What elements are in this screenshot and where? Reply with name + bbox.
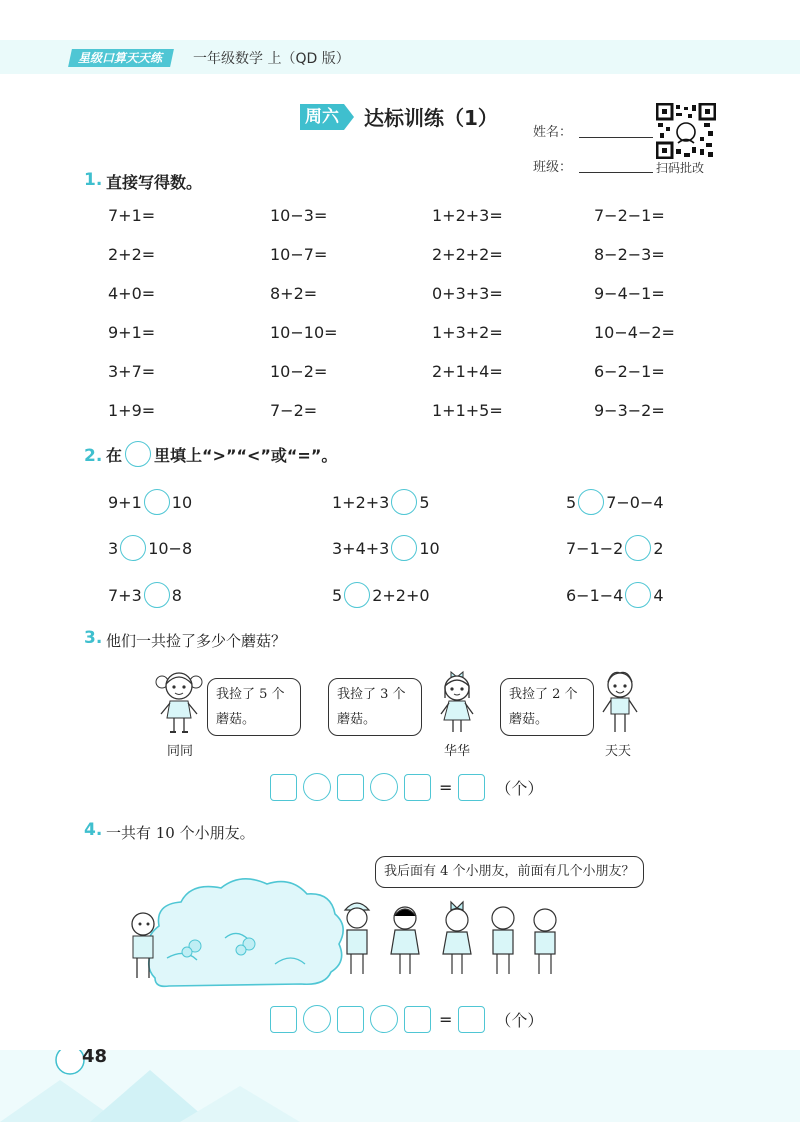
series-tag: 星级口算天天练 xyxy=(68,49,174,67)
section1-number: 1. xyxy=(84,170,103,190)
section3-instruction: 他们一共捡了多少个蘑菇？ xyxy=(106,632,287,650)
calc-item: 2+2+2= xyxy=(432,245,503,264)
page-number: 48 xyxy=(82,1046,108,1067)
operator-circle[interactable] xyxy=(303,1005,331,1033)
calc-item: 4+0= xyxy=(108,284,156,303)
unit-label: （个） xyxy=(495,778,544,798)
answer-circle[interactable] xyxy=(391,489,417,515)
boy-tiantian-figure xyxy=(598,668,642,738)
compare-right: 7−0−4 xyxy=(606,492,664,512)
compare-item xyxy=(566,535,664,561)
calc-item: 8−2−3= xyxy=(594,245,665,264)
qr-label: 扫码批改 xyxy=(656,161,705,175)
compare-left: 5 xyxy=(332,585,343,605)
answer-circle[interactable] xyxy=(391,535,417,561)
calc-item: 8+2= xyxy=(270,284,318,303)
calc-item: 2+1+4= xyxy=(432,362,503,381)
calc-item: 10−4−2= xyxy=(594,323,675,342)
name-tongtong: 同同 xyxy=(167,744,194,759)
calc-item: 10−3= xyxy=(270,206,328,225)
book-subtitle: 一年级数学 上（QD 版） xyxy=(193,51,350,67)
bubble-line: 我捡了 5 个 xyxy=(216,687,285,702)
compare-right: 10 xyxy=(171,492,193,512)
badge-arrow-icon xyxy=(344,104,354,130)
compare-right: 10 xyxy=(419,538,440,558)
equals-sign: = xyxy=(439,777,453,797)
section4-number: 4. xyxy=(84,820,103,840)
calc-item: 1+9= xyxy=(108,401,156,420)
compare-right: 8 xyxy=(171,585,182,605)
answer-box[interactable] xyxy=(458,1006,485,1033)
compare-item xyxy=(108,582,182,608)
compare-left: 7−1−2 xyxy=(566,538,624,558)
speech-bubble xyxy=(207,678,301,736)
equation-row-3 xyxy=(270,773,543,801)
answer-circle[interactable] xyxy=(578,489,604,515)
answer-circle-icon xyxy=(125,441,151,467)
compare-item xyxy=(108,535,192,561)
children-bush-scene xyxy=(125,868,575,994)
page-title: 达标训练（1） xyxy=(364,106,498,130)
day-badge: 周六 xyxy=(300,104,344,130)
compare-item xyxy=(332,489,430,515)
calc-item: 1+3+2= xyxy=(432,323,503,342)
bubble-line: 我捡了 3 个 xyxy=(337,687,406,702)
compare-left: 3+4+3 xyxy=(332,538,390,558)
calc-item: 1+2+3= xyxy=(432,206,503,225)
answer-circle[interactable] xyxy=(625,582,651,608)
section2-instruction-pre: 在 xyxy=(106,445,123,465)
compare-left: 7+3 xyxy=(108,585,142,605)
compare-left: 6−1−4 xyxy=(566,585,624,605)
section4-instruction: 一共有 10 个小朋友。 xyxy=(106,824,255,842)
compare-right: 10−8 xyxy=(148,538,193,558)
girl-tongtong-figure xyxy=(155,668,203,738)
answer-circle[interactable] xyxy=(120,535,146,561)
girl-huahua-figure xyxy=(433,668,481,738)
answer-circle[interactable] xyxy=(144,489,170,515)
calc-item: 3+7= xyxy=(108,362,156,381)
calc-item: 9−4−1= xyxy=(594,284,665,303)
class-label: 班级： xyxy=(533,160,573,175)
equals-sign: = xyxy=(439,1009,453,1029)
calc-item: 10−10= xyxy=(270,323,338,342)
compare-item xyxy=(108,489,192,515)
compare-right: 4 xyxy=(653,585,664,605)
calc-item: 9+1= xyxy=(108,323,156,342)
name-label: 姓名： xyxy=(533,125,573,140)
section2-instruction-post: 里填上“>”“<”或“=”。 xyxy=(154,445,338,465)
compare-item xyxy=(332,535,440,561)
compare-left: 9+1 xyxy=(108,492,142,512)
operator-circle[interactable] xyxy=(370,773,398,801)
name-tiantian: 天天 xyxy=(605,744,632,759)
calc-item: 1+1+5= xyxy=(432,401,503,420)
answer-box[interactable] xyxy=(458,774,485,801)
bubble-line: 蘑菇。 xyxy=(509,712,549,727)
bubble-line: 我捡了 2 个 xyxy=(509,687,578,702)
compare-item xyxy=(566,582,664,608)
section3-number: 3. xyxy=(84,628,103,648)
calc-item: 7+1= xyxy=(108,206,156,225)
answer-box[interactable] xyxy=(270,1006,297,1033)
calc-item: 10−7= xyxy=(270,245,328,264)
qr-code-icon[interactable] xyxy=(656,103,716,159)
footer-decoration xyxy=(0,1050,800,1122)
answer-circle[interactable] xyxy=(144,582,170,608)
compare-right: 2 xyxy=(653,538,664,558)
answer-box[interactable] xyxy=(337,774,364,801)
speech-bubble: 我后面有 4 个小朋友，前面有几个小朋友？ xyxy=(375,856,644,888)
compare-item xyxy=(566,489,664,515)
unit-label: （个） xyxy=(495,1010,544,1030)
compare-left: 1+2+3 xyxy=(332,492,390,512)
compare-right: 5 xyxy=(419,492,430,512)
calc-item: 6−2−1= xyxy=(594,362,665,381)
speech-bubble xyxy=(500,678,594,736)
answer-box[interactable] xyxy=(404,774,431,801)
compare-left: 3 xyxy=(108,538,119,558)
class-field[interactable] xyxy=(579,171,653,173)
section2-number: 2. xyxy=(84,446,103,466)
name-field[interactable] xyxy=(579,136,653,138)
calc-item: 2+2= xyxy=(108,245,156,264)
calc-item: 7−2= xyxy=(270,401,318,420)
compare-left: 5 xyxy=(566,492,577,512)
bubble-line: 蘑菇。 xyxy=(216,712,256,727)
calc-item: 0+3+3= xyxy=(432,284,503,303)
name-huahua: 华华 xyxy=(444,744,471,759)
speech-bubble xyxy=(328,678,422,736)
answer-box[interactable] xyxy=(404,1006,431,1033)
compare-item xyxy=(332,582,430,608)
calc-item: 9−3−2= xyxy=(594,401,665,420)
operator-circle[interactable] xyxy=(370,1005,398,1033)
compare-right: 2+2+0 xyxy=(372,585,430,605)
answer-circle[interactable] xyxy=(344,582,370,608)
answer-box[interactable] xyxy=(270,774,297,801)
section2-instruction xyxy=(106,441,337,467)
section1-instruction: 直接写得数。 xyxy=(106,173,203,192)
operator-circle[interactable] xyxy=(303,773,331,801)
calc-item: 10−2= xyxy=(270,362,328,381)
bubble-line: 蘑菇。 xyxy=(337,712,377,727)
answer-box[interactable] xyxy=(337,1006,364,1033)
equation-row-4 xyxy=(270,1005,543,1033)
calc-item: 7−2−1= xyxy=(594,206,665,225)
answer-circle[interactable] xyxy=(625,535,651,561)
